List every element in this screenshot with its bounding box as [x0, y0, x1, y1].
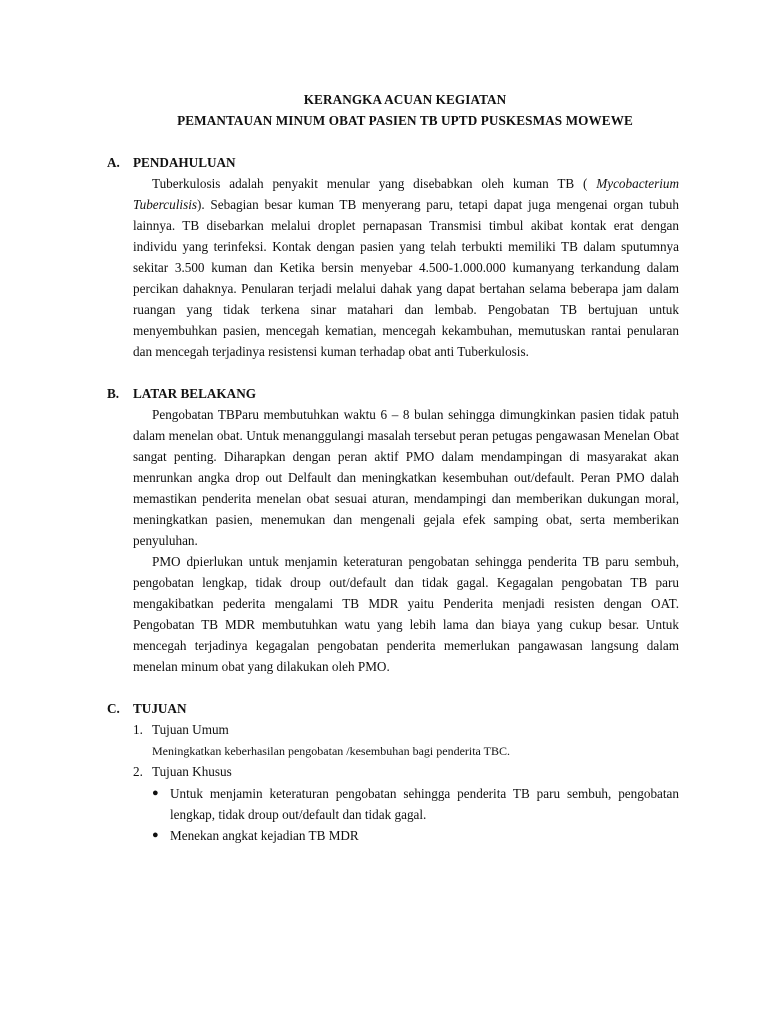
- section-a-body: [133, 173, 679, 362]
- tujuan-khusus-list: [152, 783, 679, 846]
- section-b-paragraph-2: PMO dpierlukan untuk menjamin keteraturan pengobatan sehingga penderita TB paru sembuh, pengobatan lengkap, tidak droup out/default dan tidak gagal. Kegagalan pengobatan TB paru mengakibatkan pederita mengalami TB MDR yaitu Penderita menjadi resisten dengan OAT. Pengobatan TB MDR membutuhkan watu yang lebih lama dan biaya yang cukup besar. Untuk mencegah terjadinya kegagalan pengobatan penderita memerlukan pangawasan langsung dalam menelan minum obat yang dilakukan oleh PMO.: [133, 554, 679, 674]
- section-b-heading: [107, 386, 256, 402]
- bullet-icon: ●: [152, 787, 159, 799]
- tujuan-umum-text: Meningkatkan keberhasilan pengobatan /kesembuhan bagi penderita TBC.: [152, 744, 511, 758]
- species-name-italic: Mycobacterium Tuberculisis: [133, 176, 679, 212]
- section-a-paragraph: [133, 173, 679, 362]
- section-b-body: [133, 404, 679, 677]
- list-number: 2.: [133, 764, 143, 779]
- document-title: KERANGKA ACUAN KEGIATAN: [303, 92, 507, 107]
- paragraph-text: Tuberkulosis adalah penyakit menular yang disebabkan oleh kuman TB (: [152, 176, 588, 191]
- tujuan-khusus-label: Tujuan Khusus: [152, 764, 232, 779]
- list-item: [152, 825, 679, 846]
- section-b-paragraph-1: Pengobatan TBParu membutuhkan waktu 6 – 8 bulan sehingga dimungkinkan pasien tidak patuh dalam menelan obat. Untuk menanggulangi masalah tersebut peran petugas pengawasan Menelan Obat sangat penting. Diharapkan dengan peran aktif PMO dalam mendampingan di masyarakat akan menrunkan angka drop out Delfault dan meningkatkan kesembuhan out/default. Peran PMO dalah memastikan penderita menelan obat sesuai aturan, mendampingi dan memberikan dukungan moral, meningkatkan pasien, menemukan dan mengenali gejala efek samping obat, serta memberikan penyuluhan.: [133, 407, 679, 548]
- section-b-title: LATAR BELAKANG: [133, 386, 256, 401]
- section-c-letter: C.: [107, 701, 120, 716]
- bullet-text: Menekan angkat kejadian TB MDR: [170, 828, 359, 843]
- bullet-text: Untuk menjamin keteraturan pengobatan sehingga penderita TB paru sembuh, pengobatan lengkap, tidak droup out/default dan tidak gagal.: [170, 786, 679, 822]
- bullet-icon: ●: [152, 829, 159, 841]
- section-a-title: PENDAHULUAN: [133, 155, 236, 170]
- section-a-letter: A.: [107, 155, 120, 170]
- section-c-title: TUJUAN: [133, 701, 187, 716]
- tujuan-khusus-item: [133, 764, 232, 780]
- section-a-heading: [107, 155, 236, 171]
- tujuan-umum-item: [133, 722, 229, 738]
- section-c-heading: [107, 701, 186, 717]
- document-subtitle: PEMANTAUAN MINUM OBAT PASIEN TB UPTD PUSKESMAS MOWEWE: [177, 113, 633, 128]
- list-number: 1.: [133, 722, 143, 737]
- section-b-letter: B.: [107, 386, 120, 401]
- paragraph-text: ). Sebagian besar kuman TB menyerang paru, tetapi dapat juga mengenai organ tubuh lainnya. TB disebarkan melalui droplet pernapasan Transmisi timbul akibat kontak erat dengan individu yang terinfeksi. Kontak dengan pasien yang telah terbukti memiliki TB dalam sputumnya sekitar 3.500 kuman dan Ketika bersin menyebar 4.500-1.000.000 kumanyang terkandung dalam percikan dahaknya. Penularan terjadi melalui dahak yang dapat bertahan selama beberapa jam dalam ruangan yang tidak terkena sinar matahari dan lembab. Pengobatan TB bertujuan untuk menyembuhkan pasien, mencegah kematian, mencegah kekambuhan, memutuskan rantai penularan dan mencegah terjadinya resistensi kuman terhadap obat anti Tuberkulosis.: [133, 197, 679, 359]
- tujuan-umum-label: Tujuan Umum: [152, 722, 229, 737]
- list-item: [152, 783, 679, 825]
